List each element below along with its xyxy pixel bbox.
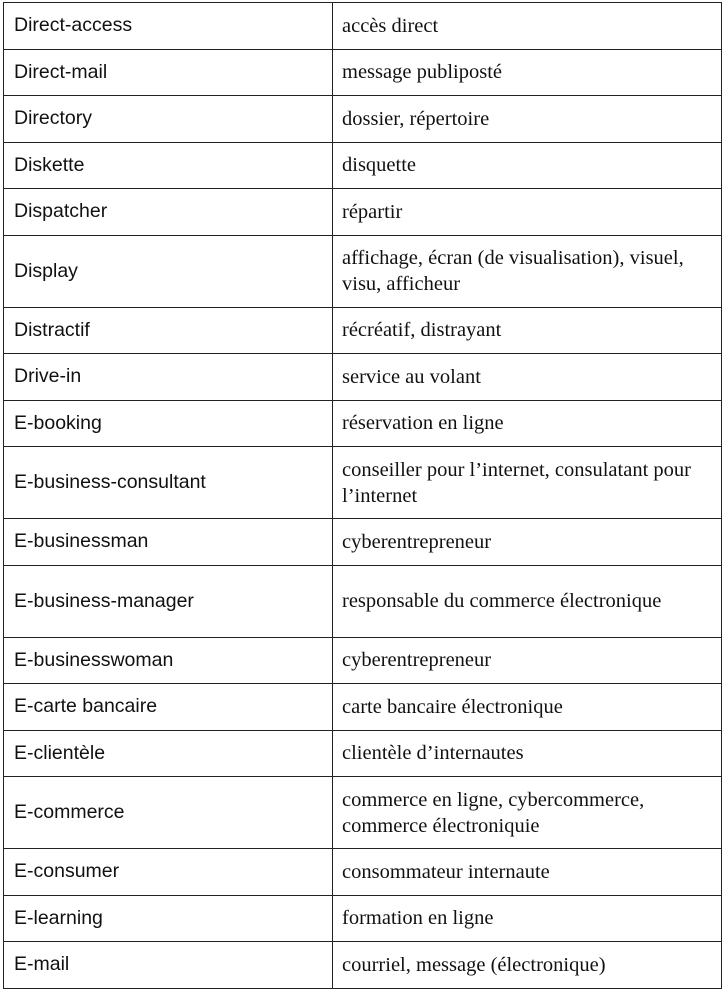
translation-cell: accès direct <box>333 3 722 50</box>
term-cell: E-businessman <box>4 519 333 566</box>
table-row <box>4 3 722 50</box>
table-row <box>4 447 722 519</box>
table-row <box>4 942 722 989</box>
table-row <box>4 189 722 236</box>
term-cell: E-clientèle <box>4 730 333 777</box>
translation-cell: message publiposté <box>333 49 722 96</box>
table-row <box>4 235 722 307</box>
translation-cell: courriel, message (électronique) <box>333 942 722 989</box>
translation-cell: récréatif, distrayant <box>333 307 722 354</box>
term-cell: E-consumer <box>4 849 333 896</box>
translation-cell: disquette <box>333 142 722 189</box>
translation-cell: commerce en ligne, cybercommerce, commerce électroniquie <box>333 777 722 849</box>
translation-cell: répartir <box>333 189 722 236</box>
table-row <box>4 96 722 143</box>
translation-cell: dossier, répertoire <box>333 96 722 143</box>
term-cell: E-carte bancaire <box>4 684 333 731</box>
table-row <box>4 684 722 731</box>
translation-cell: service au volant <box>333 354 722 401</box>
term-cell: E-booking <box>4 400 333 447</box>
glossary-table <box>3 2 722 989</box>
term-cell: Directory <box>4 96 333 143</box>
table-row <box>4 400 722 447</box>
translation-cell: formation en ligne <box>333 895 722 942</box>
term-cell: E-businesswoman <box>4 637 333 684</box>
translation-cell: responsable du commerce électronique <box>333 565 722 637</box>
term-cell: Direct-mail <box>4 49 333 96</box>
translation-cell: clientèle d’internautes <box>333 730 722 777</box>
table-row <box>4 49 722 96</box>
term-cell: E-mail <box>4 942 333 989</box>
translation-cell: réservation en ligne <box>333 400 722 447</box>
translation-cell: affichage, écran (de visualisation), visuel, visu, afficheur <box>333 235 722 307</box>
table-row <box>4 565 722 637</box>
translation-cell: carte bancaire électronique <box>333 684 722 731</box>
term-cell: Drive-in <box>4 354 333 401</box>
term-cell: Direct-access <box>4 3 333 50</box>
table-row <box>4 142 722 189</box>
term-cell: Display <box>4 235 333 307</box>
table-row <box>4 849 722 896</box>
table-row <box>4 519 722 566</box>
table-row <box>4 354 722 401</box>
term-cell: E-learning <box>4 895 333 942</box>
table-row <box>4 895 722 942</box>
term-cell: Diskette <box>4 142 333 189</box>
term-cell: E-business-manager <box>4 565 333 637</box>
glossary-table-body <box>4 3 722 989</box>
translation-cell: cyberentrepreneur <box>333 637 722 684</box>
table-row <box>4 637 722 684</box>
table-row <box>4 777 722 849</box>
term-cell: E-commerce <box>4 777 333 849</box>
table-row <box>4 730 722 777</box>
term-cell: Distractif <box>4 307 333 354</box>
translation-cell: consommateur internaute <box>333 849 722 896</box>
term-cell: Dispatcher <box>4 189 333 236</box>
translation-cell: conseiller pour l’internet, consulatant pour l’internet <box>333 447 722 519</box>
table-row <box>4 307 722 354</box>
translation-cell: cyberentrepreneur <box>333 519 722 566</box>
term-cell: E-business-consultant <box>4 447 333 519</box>
